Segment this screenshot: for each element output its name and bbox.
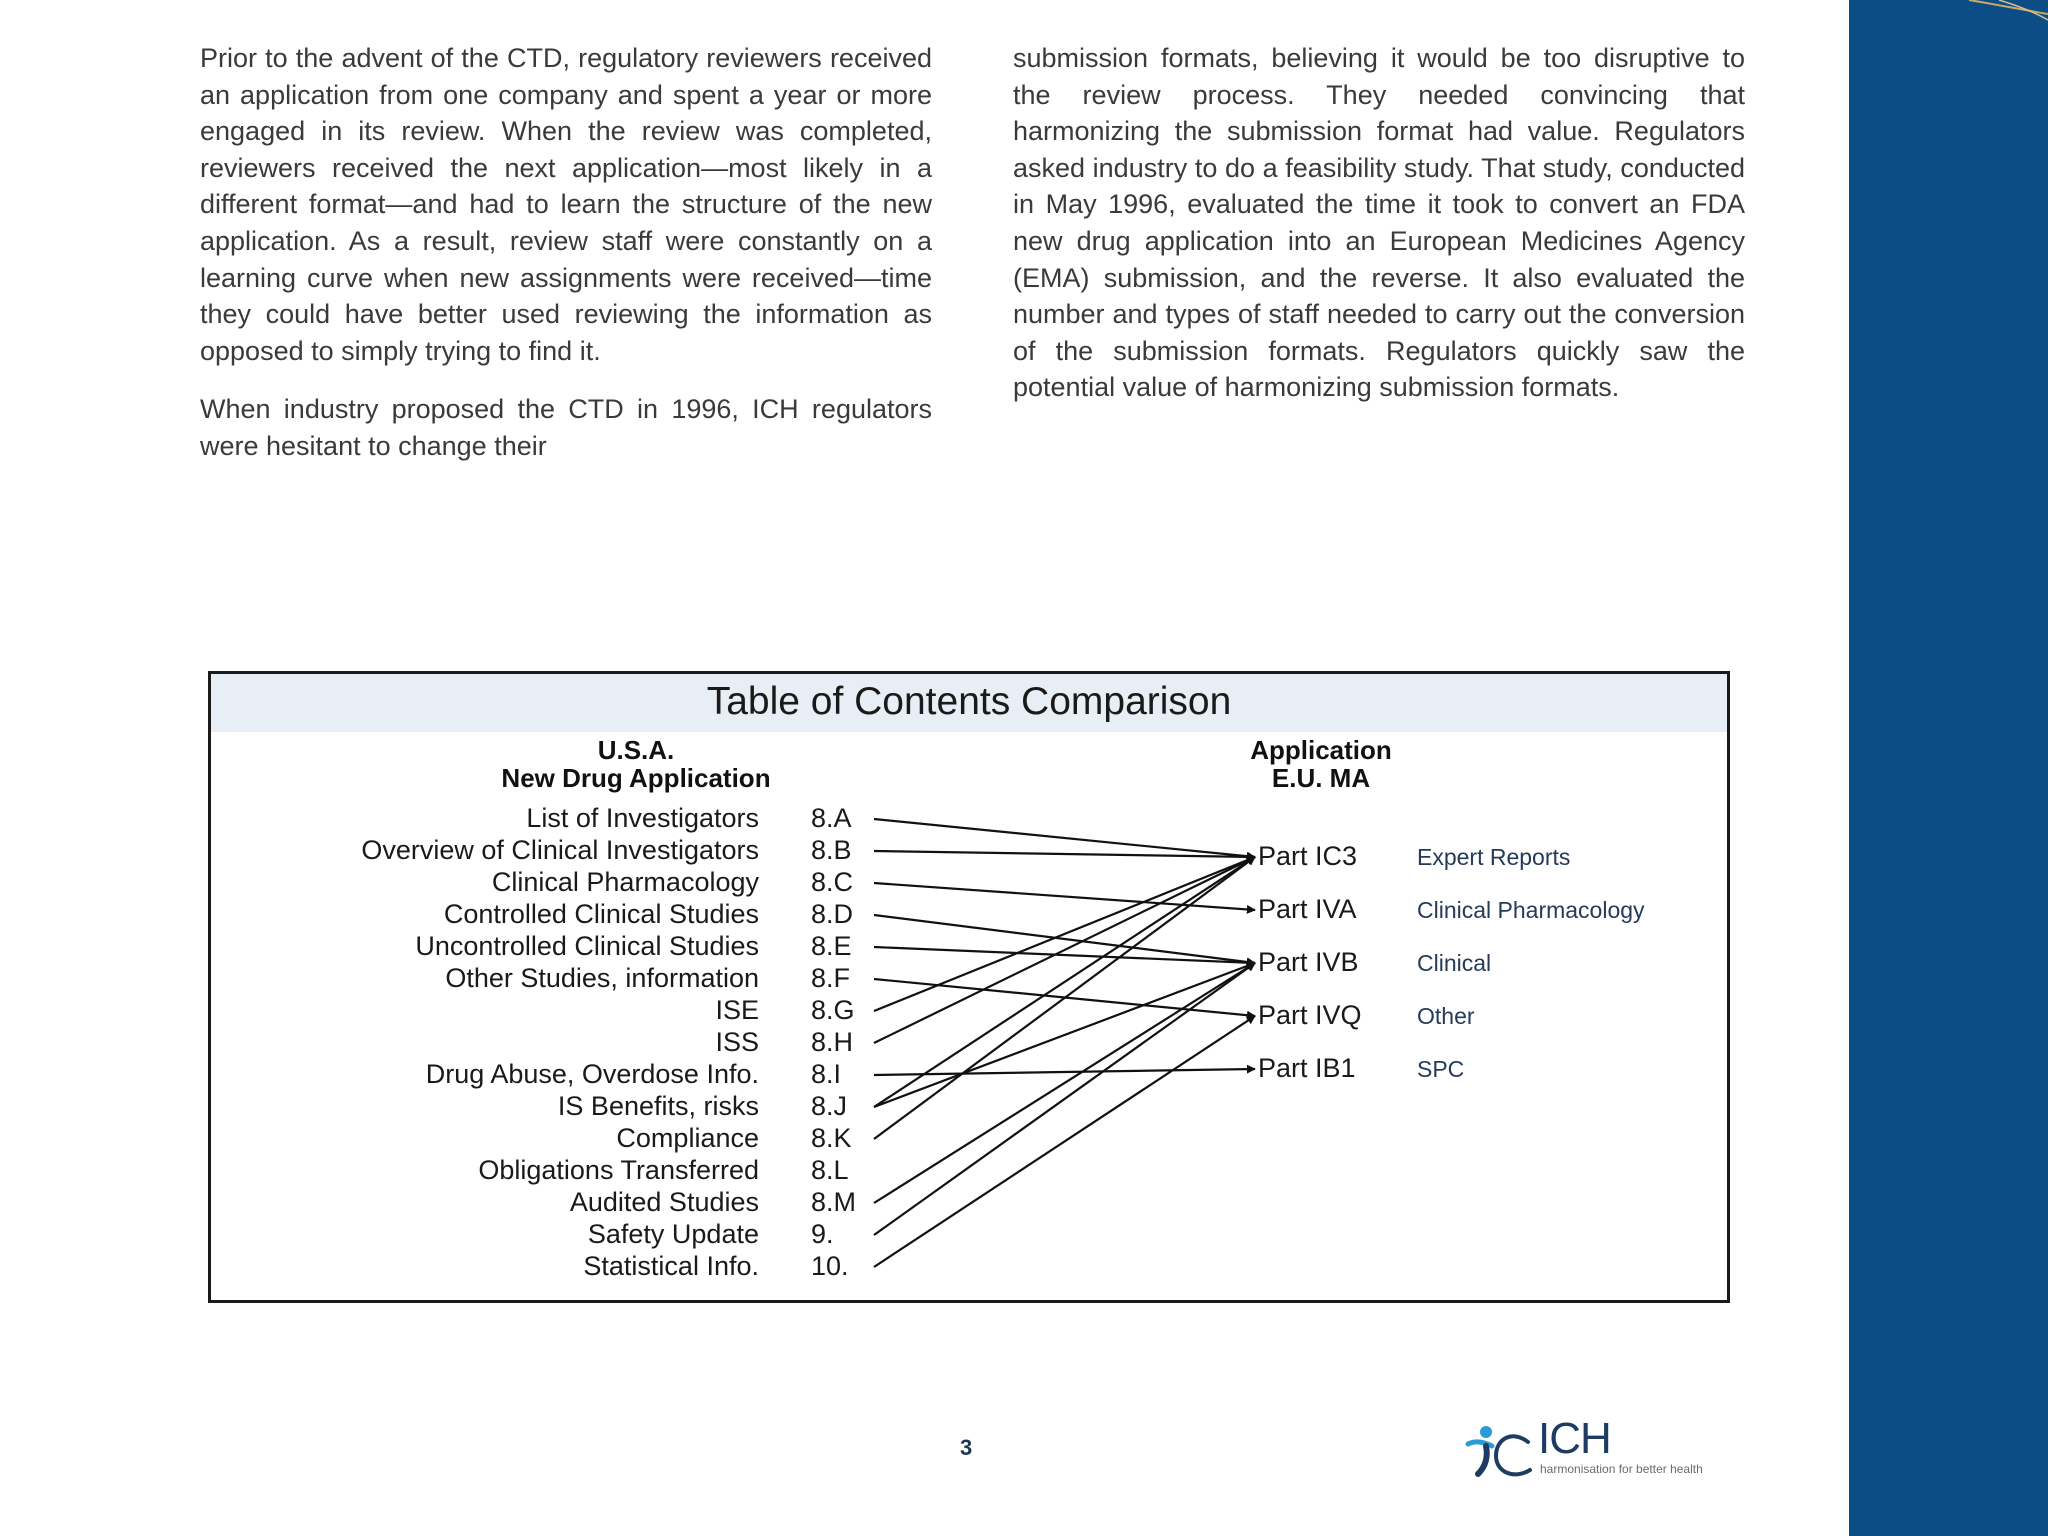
toc-item-name: Overview of Clinical Investigators (361, 835, 759, 865)
toc-item-code: 8.F (811, 963, 851, 993)
eu-part-name: Part IC3 (1258, 841, 1358, 871)
eu-heading-line-1: Application (1250, 735, 1392, 765)
side-band (1849, 0, 2048, 1536)
toc-item-name: ISS (715, 1027, 759, 1057)
paragraph: submission formats, believing it would be too disruptive to the review process. They needed convincing that harmonizing the submission format had value. Regulators asked industry to do a feasibility study. That study, conducted in May 1996, evaluated the time it took to convert an FDA new drug application into an European Medicines Agency (EMA) submission, and the reverse. It also evaluated the number and types of staff needed to carry out the conversion of the submission formats. Regulators quickly saw the potential value of harmonizing submission formats. (1013, 43, 1745, 403)
eu-part-name: Part IVA (1258, 894, 1357, 924)
eu-part-description: Clinical Pharmacology (1417, 897, 1645, 923)
toc-comparison-figure (208, 671, 1730, 1303)
toc-item-name: Drug Abuse, Overdose Info. (425, 1059, 759, 1089)
mapping-arrow (874, 1016, 1255, 1267)
eu-part-name: Part IVQ (1258, 1000, 1362, 1030)
toc-item-code: 8.K (811, 1123, 852, 1153)
mapping-arrow (874, 883, 1255, 910)
toc-item-code: 8.A (811, 803, 852, 833)
toc-item-name: Obligations Transferred (478, 1155, 759, 1185)
toc-item-name: IS Benefits, risks (557, 1091, 759, 1121)
toc-item-code: 9. (811, 1219, 834, 1249)
ich-logo-text: ICH (1538, 1414, 1611, 1463)
toc-item-name: Uncontrolled Clinical Studies (415, 931, 759, 961)
toc-item-code: 8.H (811, 1027, 854, 1057)
toc-item-code: 8.I (811, 1059, 842, 1089)
ich-figure-icon (1458, 1420, 1538, 1480)
ich-logo-tagline: harmonisation for better health (1540, 1462, 1703, 1476)
paragraph: When industry proposed the CTD in 1996, ICH regulators were hesitant to change their (200, 394, 932, 461)
eu-part-name: Part IB1 (1258, 1053, 1356, 1083)
toc-item-name: List of Investigators (526, 803, 759, 833)
eu-part-description: Other (1417, 1003, 1475, 1029)
toc-item-name: Other Studies, information (445, 963, 759, 993)
page-number: 3 (960, 1435, 973, 1460)
eu-part-description: Clinical (1417, 950, 1492, 976)
toc-item-name: Audited Studies (569, 1187, 759, 1217)
eu-heading-line-2: E.U. MA (1271, 763, 1371, 793)
usa-heading-line-2: New Drug Application (501, 763, 771, 793)
toc-item-name: Controlled Clinical Studies (443, 899, 759, 929)
toc-item-name: Compliance (616, 1123, 759, 1153)
side-band-graphic (1849, 0, 2048, 1536)
toc-item-name: Safety Update (587, 1219, 759, 1249)
toc-item-code: 10. (811, 1251, 849, 1281)
eu-part-description: SPC (1417, 1056, 1465, 1082)
toc-item-code: 8.B (811, 835, 852, 865)
mapping-arrows (211, 674, 1727, 1300)
paragraph: Prior to the advent of the CTD, regulatory reviewers received an application from one company and spent a year or more engaged in its review. When the review was completed, reviewers received the next application—most likely in a different format—and had to learn the structure of the new application. As a result, review staff were constantly on a learning curve when new assignments were received—time they could have better used reviewing the information as opposed to simply trying to find it. (200, 43, 932, 366)
toc-item-name: Statistical Info. (583, 1251, 759, 1281)
toc-item-code: 8.E (811, 931, 852, 961)
toc-item-code: 8.C (811, 867, 854, 897)
toc-item-code: 8.D (811, 899, 854, 929)
ich-logo (1458, 1414, 1798, 1480)
toc-item-code: 8.L (811, 1155, 849, 1185)
toc-item-name: Clinical Pharmacology (491, 867, 759, 897)
eu-part-name: Part IVB (1258, 947, 1359, 977)
text-column-right (1013, 40, 1745, 428)
toc-item-code: 8.G (811, 995, 855, 1025)
toc-item-code: 8.J (811, 1091, 848, 1121)
text-column-left (200, 40, 932, 487)
toc-title: Table of Contents Comparison (706, 680, 1232, 723)
toc-item-name: ISE (715, 995, 759, 1025)
toc-item-code: 8.M (811, 1187, 857, 1217)
mapping-arrow (874, 963, 1255, 1235)
usa-heading-line-1: U.S.A. (597, 735, 675, 765)
eu-part-description: Expert Reports (1417, 844, 1571, 870)
mapping-arrow (874, 857, 1255, 1011)
